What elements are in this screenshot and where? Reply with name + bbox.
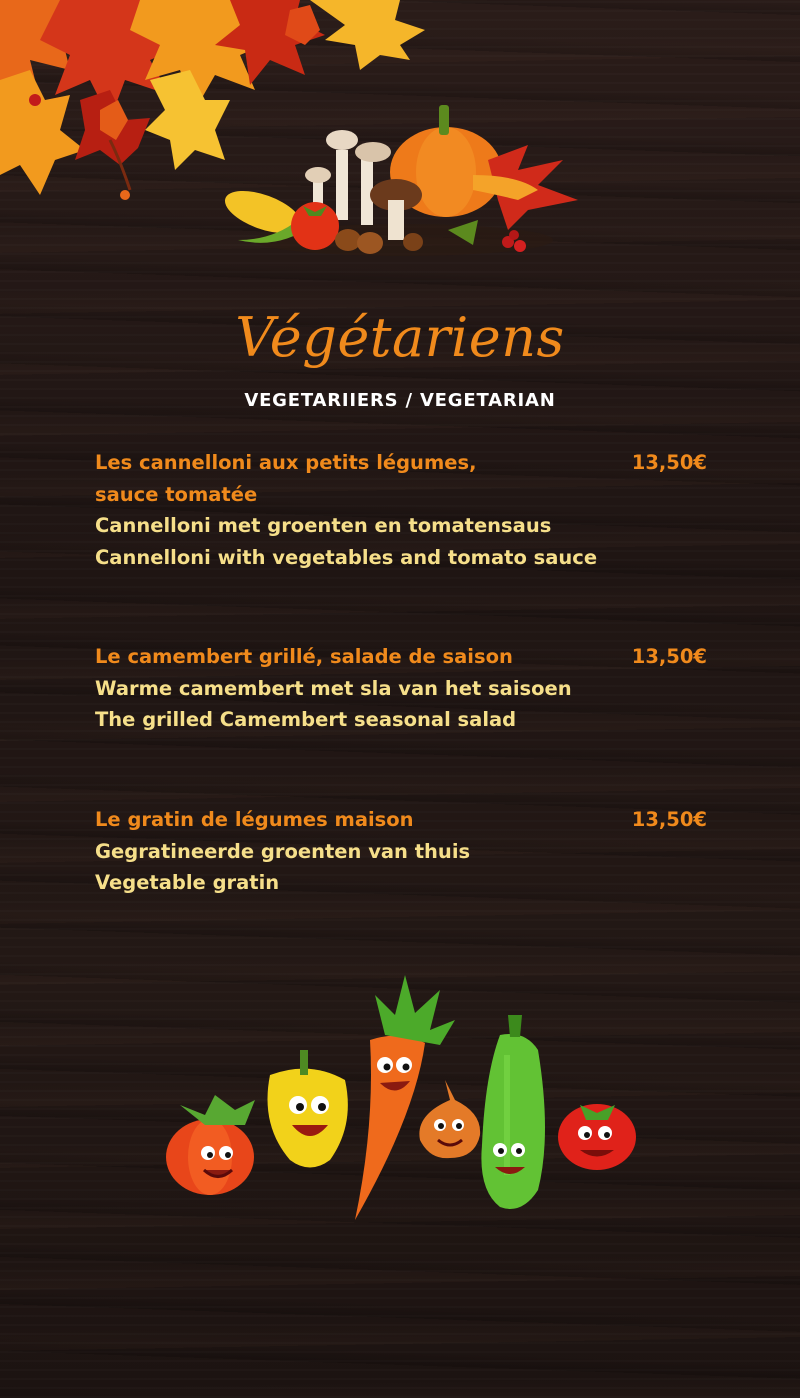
cartoon-vegetables-illustration — [160, 975, 640, 1230]
cartoon-carrot-icon — [355, 975, 455, 1220]
cartoon-zucchini-icon — [481, 1015, 545, 1209]
item-name-fr: Le camembert grillé, salade de saison — [95, 645, 513, 668]
menu-item — [95, 804, 715, 899]
item-name-nl: Gegratineerde groenten van thuis — [95, 839, 471, 863]
item-price: 13,50€ — [631, 808, 707, 831]
item-name-en: Vegetable gratin — [95, 871, 280, 894]
item-name-fr: Le gratin de légumes maison — [95, 808, 414, 831]
item-price: 13,50€ — [631, 451, 707, 474]
item-name-nl: Warme camembert met sla van het saisoen — [95, 676, 572, 700]
item-name-en: Cannelloni with vegetables and tomato sauce — [95, 545, 598, 569]
cartoon-onion-icon — [419, 1080, 480, 1158]
cartoon-pepper-icon — [268, 1050, 348, 1168]
harvest-vegetables-illustration — [218, 100, 583, 265]
cartoon-pumpkin-icon — [166, 1095, 255, 1195]
page-title: Végétariens — [235, 306, 565, 369]
cartoon-tomato-icon — [558, 1104, 636, 1170]
item-name-fr-continued: sauce tomatée — [95, 482, 258, 506]
item-name-fr: Les cannelloni aux petits légumes, — [95, 451, 477, 474]
item-name-nl: Cannelloni met groenten en tomatensaus — [95, 514, 552, 537]
item-name-en: The grilled Camembert seasonal salad — [95, 708, 517, 731]
menu-item — [95, 447, 715, 573]
item-price: 13,50€ — [631, 645, 707, 668]
menu-item — [95, 641, 715, 736]
page-subtitle: VEGETARIIERS / VEGETARIAN — [244, 390, 556, 411]
